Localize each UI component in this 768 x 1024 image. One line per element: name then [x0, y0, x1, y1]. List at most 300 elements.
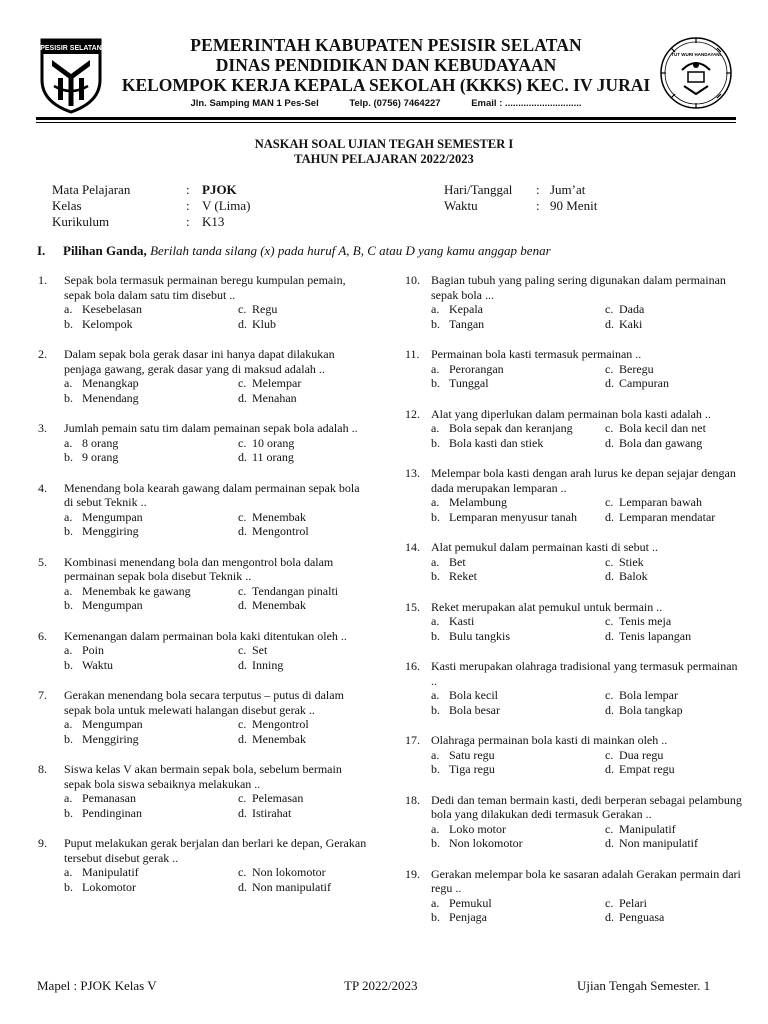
answer-option-a[interactable] — [431, 896, 605, 911]
option-text: Dada — [619, 302, 645, 316]
option-letter: d. — [238, 879, 247, 894]
option-text: Bola dan gawang — [619, 435, 703, 450]
option-text: Kesebelasan — [82, 302, 142, 316]
option-text: Pelari — [619, 895, 647, 910]
question-item — [38, 836, 368, 894]
question-text: Jumlah pemain satu tim dalam pemainan sepak bola adalah .. — [64, 421, 358, 435]
option-text: Kelompok — [82, 316, 133, 331]
section-title: Pilihan Ganda, — [63, 243, 147, 258]
answer-option-d[interactable] — [605, 703, 745, 718]
option-text: Mengontrol — [252, 717, 309, 731]
answer-option-d[interactable] — [238, 598, 368, 613]
question-text: Menendang bola kearah gawang dalam permainan sepak bola di sebut Teknik .. — [64, 480, 360, 509]
answer-option-b[interactable] — [64, 658, 238, 673]
answer-option-a[interactable] — [431, 614, 605, 629]
answer-option-a[interactable] — [431, 688, 605, 703]
question-item — [38, 347, 368, 405]
option-letter: d. — [605, 628, 614, 643]
question-number: 10. — [405, 273, 420, 287]
answer-option-a[interactable] — [64, 302, 238, 317]
option-letter: c. — [238, 865, 247, 879]
option-text: Menembak — [252, 509, 306, 524]
agency-name: DINAS PENDIDIKAN DAN KEBUDAYAAN — [215, 55, 557, 75]
answer-option-c[interactable] — [605, 822, 745, 837]
option-letter: d. — [605, 509, 614, 524]
answer-option-c[interactable] — [238, 436, 368, 451]
option-letter: a. — [64, 717, 73, 731]
group-name: KELOMPOK KERJA KEPALA SEKOLAH (KKKS) KEC. IV JURAI — [121, 75, 651, 95]
question-text: Kombinasi menendang bola dan mengontrol bola dalam permainan sepak bola disebut Teknik .. — [64, 554, 334, 583]
option-text: Menangkap — [82, 376, 139, 390]
option-letter: d. — [238, 657, 247, 672]
option-letter: d. — [238, 524, 247, 538]
option-letter: a. — [64, 509, 73, 524]
question-number: 5. — [38, 554, 47, 569]
option-text: Reket — [449, 569, 477, 583]
option-letter: c. — [605, 747, 614, 762]
option-text: Menendang — [82, 390, 139, 405]
answer-option-b[interactable] — [431, 510, 605, 525]
answer-option-a[interactable] — [431, 748, 605, 763]
option-letter: c. — [238, 435, 247, 450]
answer-option-a[interactable] — [431, 421, 605, 436]
option-letter: d. — [605, 376, 614, 390]
option-text: Bola kecil — [449, 688, 498, 702]
option-text: Non lokomotor — [252, 865, 326, 879]
option-text: Regu — [252, 302, 278, 316]
option-letter: d. — [238, 731, 247, 746]
question-text: Kasti merupakan olahraga tradisional yang termasuk permainan .. — [431, 659, 738, 688]
option-text: Inning — [252, 657, 284, 672]
option-letter: a. — [431, 747, 440, 762]
question-text: Gerakan menendang bola secara terputus – putus di dalam sepak bola untuk melewati halangan disebut gerak .. — [64, 688, 344, 717]
answer-option-b[interactable] — [64, 598, 238, 613]
option-text: Melambung — [449, 495, 507, 509]
answer-option-d[interactable] — [605, 376, 745, 391]
option-letter: c. — [605, 302, 614, 316]
answer-option-a[interactable] — [64, 584, 238, 599]
option-letter: c. — [238, 376, 247, 390]
answer-option-c[interactable] — [605, 362, 745, 377]
option-text: Non lokomotor — [449, 836, 523, 850]
info-row — [52, 214, 362, 230]
answer-options — [431, 896, 745, 925]
option-text: Mengumpan — [82, 509, 143, 524]
question-item — [405, 793, 745, 851]
question-item — [405, 466, 745, 524]
answer-option-c[interactable] — [238, 376, 368, 391]
option-letter: c. — [605, 421, 614, 435]
question-text: Gerakan melempar bola ke sasaran adalah Gerakan permain dari regu .. — [431, 866, 741, 895]
option-text: Menggiring — [82, 524, 139, 538]
answer-option-b[interactable] — [431, 569, 605, 584]
question-text: Permainan bola kasti termasuk permainan .. — [431, 347, 642, 361]
option-text: Kasti — [449, 614, 475, 628]
option-text: Klub — [252, 316, 276, 331]
answer-option-d[interactable] — [605, 510, 745, 525]
answer-options — [64, 376, 368, 405]
option-letter: d. — [605, 316, 614, 331]
answer-option-d[interactable] — [238, 524, 368, 539]
question-item — [38, 273, 368, 331]
option-text: Bola sepak dan keranjang — [449, 421, 573, 435]
answer-option-d[interactable] — [238, 317, 368, 332]
option-letter: c. — [238, 791, 247, 805]
question-number: 15. — [405, 599, 420, 614]
option-letter: d. — [605, 910, 614, 924]
answer-options — [431, 302, 745, 331]
question-item — [405, 273, 745, 331]
option-text: Menembak ke gawang — [82, 583, 191, 598]
phone: Telp. (0756) 7464227 — [349, 98, 441, 109]
question-text: Siswa kelas V akan bermain sepak bola, sebelum bermain sepak bola siswa sebaiknya melakukan .. — [64, 762, 342, 791]
question-text: Alat pemukul dalam permainan kasti di sebut .. — [431, 540, 658, 554]
answer-options — [431, 362, 745, 391]
option-letter: c. — [238, 583, 247, 598]
title-line-2: TAHUN PELAJARAN 2022/2023 — [294, 152, 474, 166]
option-letter: d. — [238, 598, 247, 612]
answer-options — [431, 688, 745, 717]
answer-option-a[interactable] — [64, 791, 238, 806]
question-number: 8. — [38, 762, 47, 776]
option-text: Tenis meja — [619, 614, 672, 628]
option-text: Pendinginan — [82, 805, 142, 820]
answer-option-a[interactable] — [64, 376, 238, 391]
option-text: Non manipulatif — [619, 836, 698, 850]
option-letter: b. — [64, 524, 73, 538]
option-letter: a. — [431, 821, 440, 836]
answer-option-d[interactable] — [605, 910, 745, 925]
answer-option-a[interactable] — [64, 865, 238, 880]
option-letter: b. — [431, 762, 440, 776]
option-letter: a. — [64, 302, 73, 316]
option-letter: c. — [605, 361, 614, 376]
question-item — [38, 762, 368, 820]
option-letter: c. — [605, 821, 614, 836]
answer-option-d[interactable] — [238, 732, 368, 747]
answer-option-b[interactable] — [431, 762, 605, 777]
question-item — [405, 540, 745, 584]
option-text: Bola kasti dan stiek — [449, 435, 544, 450]
answer-option-b[interactable] — [64, 450, 238, 465]
answer-options — [431, 822, 745, 851]
option-letter: c. — [605, 688, 614, 702]
option-letter: c. — [605, 895, 614, 910]
option-text: Pemanasan — [82, 791, 136, 805]
answer-option-b[interactable] — [431, 629, 605, 644]
answer-option-d[interactable] — [605, 836, 745, 851]
question-text: Olahraga permainan bola kasti di mainkan oleh .. — [431, 733, 668, 747]
info-value: PJOK — [202, 182, 237, 197]
answer-option-c[interactable] — [605, 302, 745, 317]
option-text: Pelemasan — [252, 791, 304, 805]
option-text: Kepala — [449, 302, 483, 316]
answer-option-c[interactable] — [238, 865, 368, 880]
answer-option-d[interactable] — [605, 436, 745, 451]
option-text: Set — [252, 643, 268, 657]
option-text: Campuran — [619, 376, 669, 390]
answer-option-d[interactable] — [605, 317, 745, 332]
answer-option-b[interactable] — [431, 376, 605, 391]
answer-option-a[interactable] — [431, 822, 605, 837]
option-letter: d. — [238, 390, 247, 405]
info-colon: : — [186, 214, 190, 229]
email: Email : ............................. — [471, 98, 582, 109]
answer-options — [431, 614, 745, 643]
answer-option-a[interactable] — [64, 510, 238, 525]
answer-option-b[interactable] — [64, 317, 238, 332]
answer-option-d[interactable] — [238, 450, 368, 465]
answer-options — [431, 555, 745, 584]
question-text: Melempar bola kasti dengan arah lurus ke depan sejajar dengan dada merupakan lemparan .. — [431, 466, 736, 495]
answer-option-b[interactable] — [431, 703, 605, 718]
answer-option-b[interactable] — [431, 436, 605, 451]
option-text: Tiga regu — [449, 762, 495, 776]
option-letter: d. — [605, 702, 614, 717]
option-text: Tendangan pinalti — [252, 583, 339, 598]
info-colon: : — [536, 198, 540, 213]
option-letter: a. — [431, 614, 440, 628]
tut-wuri-handayani-logo — [658, 34, 734, 112]
answer-options — [64, 584, 368, 613]
question-item — [405, 733, 745, 777]
address: Jln. Samping MAN 1 Pes-Sel — [190, 98, 319, 109]
answer-option-a[interactable] — [431, 302, 605, 317]
option-text: Balok — [619, 569, 648, 583]
answer-option-b[interactable] — [64, 732, 238, 747]
option-letter: a. — [64, 376, 73, 390]
option-letter: b. — [431, 628, 440, 643]
option-text: Manipulatif — [82, 865, 139, 879]
option-letter: d. — [605, 569, 614, 583]
option-letter: b. — [431, 435, 440, 450]
question-number: 13. — [405, 466, 420, 480]
contact-line — [116, 97, 656, 111]
option-text: 9 orang — [82, 450, 119, 464]
option-text: Loko motor — [449, 821, 506, 836]
option-text: Non manipulatif — [252, 879, 331, 894]
option-letter: a. — [431, 361, 440, 376]
info-label: Mata Pelajaran — [52, 182, 131, 197]
answer-option-b[interactable] — [64, 524, 238, 539]
option-text: Manipulatif — [619, 821, 676, 836]
option-text: Penjaga — [449, 910, 487, 924]
option-text: Kaki — [619, 316, 643, 331]
answer-option-c[interactable] — [238, 302, 368, 317]
option-text: Lokomotor — [82, 879, 136, 894]
option-text: 10 orang — [252, 435, 295, 450]
option-text: Dua regu — [619, 747, 664, 762]
question-text: Bagian tubuh yang paling sering digunakan dalam permainan sepak bola ... — [431, 273, 726, 302]
answer-option-c[interactable] — [605, 748, 745, 763]
answer-option-b[interactable] — [64, 880, 238, 895]
option-text: Penguasa — [619, 910, 665, 924]
answer-option-c[interactable] — [605, 421, 745, 436]
option-text: Menembak — [252, 598, 306, 612]
option-letter: d. — [238, 805, 247, 820]
option-text: Menahan — [252, 390, 297, 405]
answer-options — [64, 643, 368, 672]
question-number: 2. — [38, 347, 47, 361]
question-number: 1. — [38, 273, 47, 287]
option-letter: b. — [431, 702, 440, 717]
section-heading — [37, 243, 551, 259]
answer-option-b[interactable] — [431, 910, 605, 925]
answer-option-d[interactable] — [238, 658, 368, 673]
question-number: 18. — [405, 792, 420, 807]
question-text: Dalam sepak bola gerak dasar ini hanya dapat dilakukan penjaga gawang, gerak dasar yang di maksud adalah .. — [64, 347, 335, 376]
option-text: Bola tangkap — [619, 702, 683, 717]
answer-option-c[interactable] — [238, 584, 368, 599]
info-value: V (Lima) — [202, 198, 251, 213]
answer-option-c[interactable] — [605, 495, 745, 510]
question-text: Sepak bola termasuk permainan beregu kumpulan pemain, sepak bola dalam satu tim disebut .. — [64, 273, 346, 302]
option-letter: a. — [64, 865, 73, 879]
option-text: 8 orang — [82, 435, 119, 450]
answer-option-a[interactable] — [64, 717, 238, 732]
option-text: Pemukul — [449, 895, 492, 910]
answer-option-a[interactable] — [431, 495, 605, 510]
question-number: 6. — [38, 628, 47, 643]
question-item — [405, 600, 745, 644]
option-letter: c. — [238, 302, 247, 316]
info-label: Hari/Tanggal — [444, 182, 513, 197]
option-text: Bet — [449, 554, 466, 569]
title-line-1: NASKAH SOAL UJIAN TEGAH SEMESTER I — [254, 137, 514, 151]
section-instruction: Berilah tanda silang (x) pada huruf A, B, C atau D yang kamu anggap benar — [150, 243, 551, 258]
option-text: Bola lempar — [619, 688, 678, 702]
question-item — [38, 555, 368, 613]
option-letter: b. — [64, 598, 73, 612]
option-letter: a. — [431, 421, 440, 435]
option-text: Mengumpan — [82, 598, 143, 612]
option-text: Menggiring — [82, 731, 139, 746]
answer-options — [431, 748, 745, 777]
answer-option-c[interactable] — [605, 614, 745, 629]
answer-option-a[interactable] — [64, 643, 238, 658]
option-text: Empat regu — [619, 762, 675, 776]
option-letter: b. — [64, 390, 73, 405]
option-letter: a. — [64, 583, 73, 598]
info-value: Jum’at — [550, 182, 586, 197]
option-letter: a. — [64, 791, 73, 805]
option-letter: d. — [605, 435, 614, 450]
option-text: Satu regu — [449, 747, 495, 762]
info-row — [444, 182, 710, 198]
info-row — [52, 182, 362, 198]
answer-option-b[interactable] — [64, 391, 238, 406]
answer-option-d[interactable] — [605, 569, 745, 584]
answer-option-d[interactable] — [605, 629, 745, 644]
question-number: 9. — [38, 836, 47, 850]
answer-option-c[interactable] — [605, 688, 745, 703]
question-number: 3. — [38, 421, 47, 435]
answer-options — [64, 436, 368, 465]
answer-options — [431, 495, 745, 524]
option-letter: b. — [431, 376, 440, 390]
option-letter: b. — [64, 316, 73, 331]
option-letter: a. — [431, 302, 440, 316]
answer-option-d[interactable] — [238, 391, 368, 406]
option-letter: a. — [431, 688, 440, 702]
answer-option-a[interactable] — [431, 555, 605, 570]
letterhead-rule-thin — [36, 122, 736, 123]
document-title — [0, 137, 768, 167]
answer-option-c[interactable] — [238, 510, 368, 525]
info-value: K13 — [202, 214, 225, 229]
answer-option-b[interactable] — [431, 317, 605, 332]
section-number: I. — [37, 243, 46, 258]
answer-option-c[interactable] — [605, 555, 745, 570]
question-item — [405, 867, 745, 925]
option-text: Poin — [82, 643, 105, 657]
info-row — [52, 198, 362, 214]
letterhead-text — [116, 35, 656, 111]
option-text: Istirahat — [252, 805, 292, 820]
info-label: Kurikulum — [52, 214, 110, 229]
logo-right-caption: TUT WURI HANDAYANI — [671, 52, 721, 57]
option-letter: b. — [431, 910, 440, 924]
option-letter: b. — [64, 731, 73, 746]
info-value: 90 Menit — [550, 198, 598, 213]
option-text: Tangan — [449, 316, 485, 331]
question-text: Kemenangan dalam permainan bola kaki ditentukan oleh .. — [64, 628, 347, 643]
option-text: Mengumpan — [82, 717, 143, 731]
answer-options — [64, 510, 368, 539]
answer-option-d[interactable] — [605, 762, 745, 777]
info-row — [444, 198, 710, 214]
option-letter: d. — [605, 836, 614, 850]
question-number: 11. — [405, 347, 420, 361]
exam-info-left — [52, 182, 362, 230]
option-letter: a. — [431, 495, 440, 509]
question-number: 4. — [38, 480, 47, 495]
option-text: Bulu tangkis — [449, 628, 511, 643]
option-letter: c. — [605, 614, 614, 628]
question-number: 14. — [405, 540, 420, 554]
option-letter: d. — [238, 316, 247, 331]
answer-option-d[interactable] — [238, 806, 368, 821]
answer-option-c[interactable] — [238, 717, 368, 732]
option-text: Stiek — [619, 554, 644, 569]
question-text: Dedi dan teman bermain kasti, dedi berperan sebagai pelambung bola yang dilakukan dedi termasuk Gerakan .. — [431, 792, 742, 821]
info-label: Waktu — [444, 198, 478, 213]
answer-options — [64, 717, 368, 746]
answer-option-c[interactable] — [238, 643, 368, 658]
option-text: Perorangan — [449, 361, 504, 376]
answer-option-c[interactable] — [605, 896, 745, 911]
option-text: 11 orang — [252, 450, 294, 464]
answer-option-d[interactable] — [238, 880, 368, 895]
option-text: Lemparan bawah — [619, 495, 702, 509]
info-colon: : — [186, 182, 190, 197]
answer-option-a[interactable] — [64, 436, 238, 451]
option-letter: b. — [431, 836, 440, 850]
answer-options — [64, 302, 368, 331]
option-text: Lemparan mendatar — [619, 509, 716, 524]
question-item — [38, 629, 368, 673]
answer-option-b[interactable] — [431, 836, 605, 851]
info-colon: : — [536, 182, 540, 197]
answer-option-b[interactable] — [64, 806, 238, 821]
answer-option-a[interactable] — [431, 362, 605, 377]
option-text: Waktu — [82, 657, 114, 672]
option-letter: c. — [605, 554, 614, 569]
option-letter: b. — [64, 657, 73, 672]
answer-option-c[interactable] — [238, 791, 368, 806]
option-text: Mengontrol — [252, 524, 309, 538]
info-label: Kelas — [52, 198, 82, 213]
